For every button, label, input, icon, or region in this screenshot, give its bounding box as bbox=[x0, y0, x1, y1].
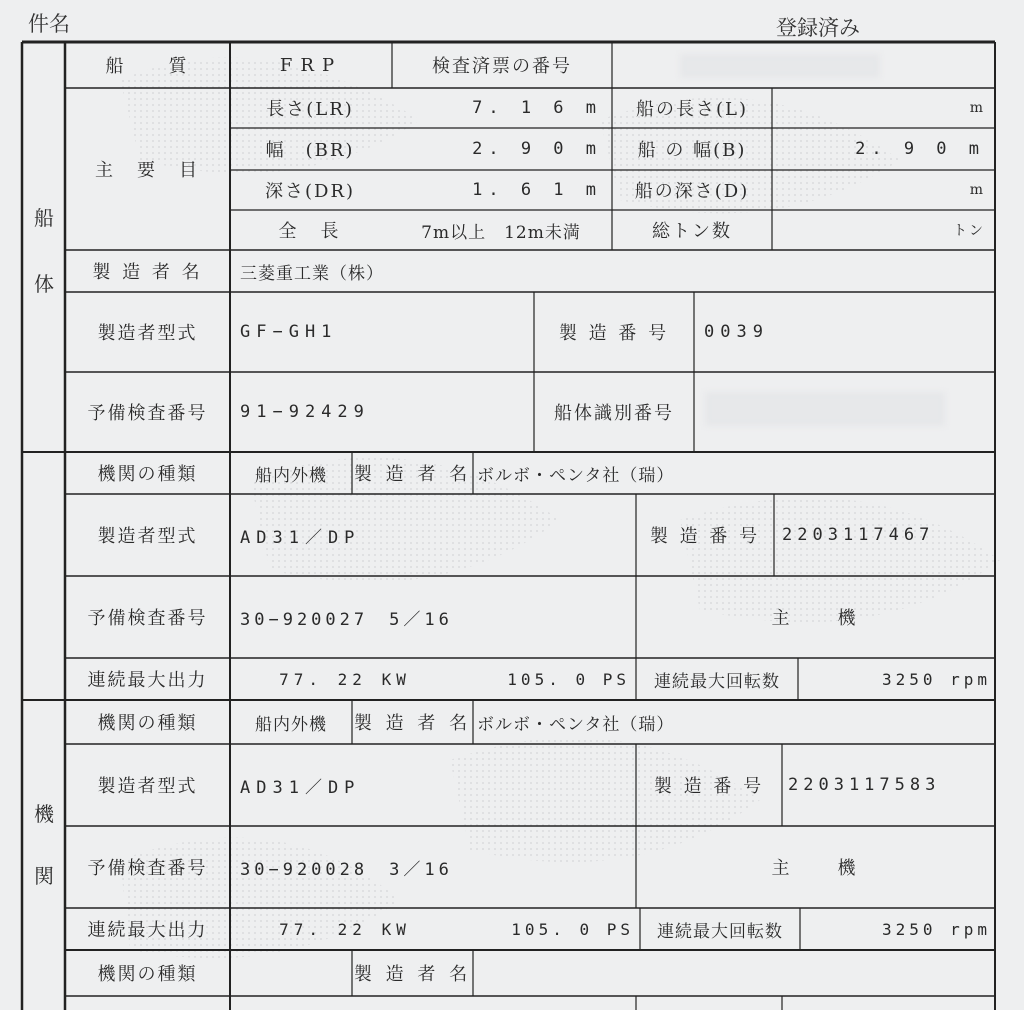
d-value: m bbox=[969, 182, 985, 198]
engine1-serial-value: 2203117467 bbox=[782, 525, 935, 545]
hull-prelim-label: 予備検査番号 bbox=[87, 403, 208, 424]
engine2-role-value: 主 機 bbox=[771, 858, 860, 879]
engine2-prelim-label: 予備検査番号 bbox=[87, 858, 208, 879]
overall-length-value: 7m以上 12m未満 bbox=[421, 222, 581, 243]
engine1-maker-value: ボルボ・ペンタ社（瑞） bbox=[477, 465, 675, 486]
hull-serial-label: 製 造 番 号 bbox=[558, 323, 670, 344]
hull-maker-value: 三菱重工業（株） bbox=[240, 263, 384, 284]
section-label-hull-1: 船 bbox=[34, 206, 54, 230]
l-value: m bbox=[969, 100, 985, 116]
engine1-serial-label: 製 造 番 号 bbox=[649, 526, 761, 547]
engine2-serial-value: 2203117583 bbox=[788, 775, 941, 795]
section-label-engine-2: 関 bbox=[34, 864, 54, 888]
gross-tonnage-value: トン bbox=[953, 223, 985, 239]
engine1-power-ps: 105. 0 PS bbox=[507, 669, 630, 689]
engine1-model-value: AD31／DP bbox=[240, 527, 361, 548]
engine2-maker-value: ボルボ・ペンタ社（瑞） bbox=[477, 714, 675, 735]
engine1-power-kw: 77. 22 KW bbox=[279, 669, 411, 689]
engine3-maker-label: 製 造 者 名 bbox=[353, 964, 472, 985]
hull-material-value: FRP bbox=[279, 54, 343, 76]
engine2-rpm-value: 3250 rpm bbox=[881, 919, 991, 939]
engine2-model-value: AD31／DP bbox=[240, 777, 361, 798]
engine3-type-label: 機関の種類 bbox=[97, 964, 198, 985]
engine1-type-value: 船内外機 bbox=[255, 465, 327, 486]
l-label: 船の長さ(L) bbox=[636, 99, 748, 120]
inspection-number-label: 検査済票の番号 bbox=[432, 56, 572, 77]
main-dimensions-label: 主 要 目 bbox=[95, 160, 200, 181]
engine1-role-value: 主 機 bbox=[771, 608, 860, 629]
br-value: 2. 9 0 m bbox=[472, 139, 602, 159]
engine2-type-value: 船内外機 bbox=[255, 714, 327, 735]
section-label-hull-2: 体 bbox=[34, 272, 54, 296]
engine2-type-label: 機関の種類 bbox=[97, 713, 198, 734]
lr-label: 長さ(LR) bbox=[266, 99, 354, 120]
b-label: 船 の 幅(B) bbox=[637, 140, 747, 161]
engine2-maker-label: 製 造 者 名 bbox=[353, 713, 472, 734]
gross-tonnage-label: 総トン数 bbox=[652, 221, 732, 242]
engine1-type-label: 機関の種類 bbox=[97, 464, 198, 485]
hull-model-label: 製造者型式 bbox=[97, 323, 198, 344]
engine1-prelim-label: 予備検査番号 bbox=[87, 608, 208, 629]
engine1-maker-label: 製 造 者 名 bbox=[353, 464, 472, 485]
hull-serial-value: 0039 bbox=[704, 322, 769, 342]
d-label: 船の深さ(D) bbox=[634, 181, 750, 202]
engine2-model-label: 製造者型式 bbox=[97, 776, 198, 797]
section-label-engine-1: 機 bbox=[34, 802, 54, 826]
engine2-power-label: 連続最大出力 bbox=[87, 920, 208, 941]
lr-value: 7. 1 6 m bbox=[472, 98, 602, 118]
b-value: 2. 9 0 m bbox=[855, 139, 985, 159]
engine2-power-kw: 77. 22 KW bbox=[279, 919, 411, 939]
dr-value: 1. 6 1 m bbox=[472, 180, 602, 200]
engine1-rpm-label: 連続最大回転数 bbox=[654, 671, 780, 692]
redacted-hull-id bbox=[705, 392, 945, 426]
hull-maker-label: 製 造 者 名 bbox=[92, 262, 203, 283]
overall-length-label: 全 長 bbox=[278, 221, 342, 242]
document-title: 件名 bbox=[28, 12, 70, 36]
engine2-rpm-label: 連続最大回転数 bbox=[657, 921, 783, 942]
engine1-model-label: 製造者型式 bbox=[97, 526, 198, 547]
dr-label: 深さ(DR) bbox=[264, 181, 356, 202]
hull-model-value: GF−GH1 bbox=[240, 322, 338, 342]
engine2-serial-label: 製 造 番 号 bbox=[653, 776, 765, 797]
br-label: 幅 (BR) bbox=[265, 140, 355, 161]
redacted-inspection-number bbox=[680, 54, 880, 78]
engine2-power-ps: 105. 0 PS bbox=[511, 919, 634, 939]
engine2-prelim-value: 30−920028 3／16 bbox=[240, 859, 453, 880]
hull-material-label: 船 質 bbox=[105, 56, 190, 77]
hull-id-label: 船体識別番号 bbox=[554, 403, 674, 424]
engine1-prelim-value: 30−920027 5／16 bbox=[240, 609, 453, 630]
engine1-power-label: 連続最大出力 bbox=[87, 670, 208, 691]
status-label: 登録済み bbox=[776, 16, 860, 40]
engine1-rpm-value: 3250 rpm bbox=[881, 669, 991, 689]
hull-prelim-value: 91−92429 bbox=[240, 402, 370, 422]
